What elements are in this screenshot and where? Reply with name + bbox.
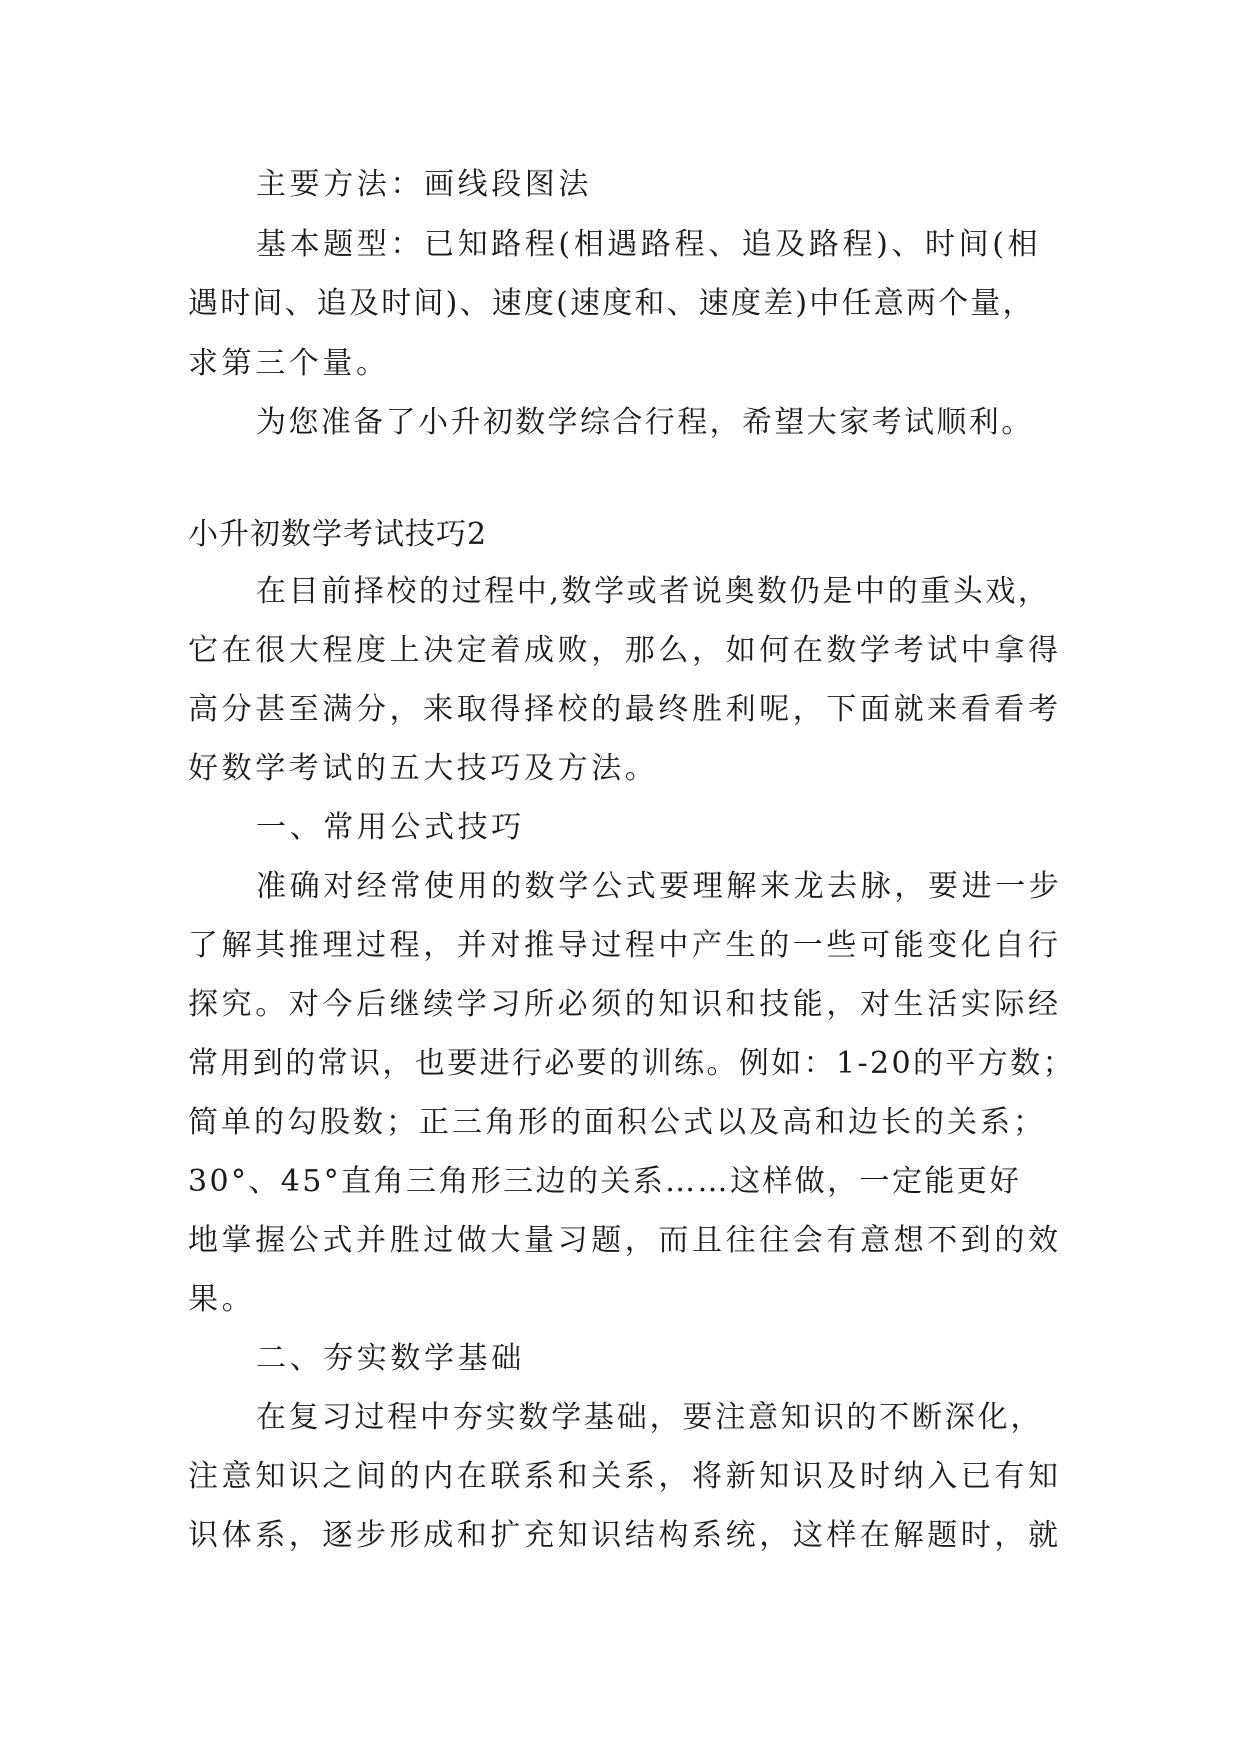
paragraph-line: 在目前择校的过程中,数学或者说奥数仍是中的重头戏， (256, 574, 1051, 609)
paragraph-line: 探究。对今后继续学习所必须的知识和技能，对生活实际经 (188, 987, 1062, 1022)
paragraph-line: 准确对经常使用的数学公式要理解来龙去脉，要进一步 (256, 869, 1063, 904)
subheading: 二、夯实数学基础 (256, 1341, 525, 1376)
paragraph-line: 地掌握公式并胜过做大量习题，而且往往会有意想不到的效 (188, 1223, 1062, 1258)
paragraph-line: 遇时间、追及时间)、速度(速度和、速度差)中任意两个量， (188, 286, 1035, 321)
paragraph-line: 好数学考试的五大技巧及方法。 (188, 751, 659, 786)
paragraph-line: 高分甚至满分，来取得择校的最终胜利呢，下面就来看看考 (188, 692, 1062, 727)
paragraph-line: 常用到的常识，也要进行必要的训练。例如：1-20的平方数； (188, 1046, 1075, 1081)
section-title: 小升初数学考试技巧2 (188, 517, 488, 552)
paragraph-line: 注意知识之间的内在联系和关系，将新知识及时纳入已有知 (188, 1459, 1062, 1494)
paragraph-line: 识体系，逐步形成和扩充知识结构系统，这样在解题时，就 (188, 1518, 1062, 1553)
paragraph-line: 30°、45°直角三角形三边的关系……这样做，一定能更好 (188, 1164, 1022, 1199)
method-line: 主要方法：画线段图法 (256, 167, 592, 202)
subheading: 一、常用公式技巧 (256, 810, 525, 845)
paragraph-line: 基本题型：已知路程(相遇路程、追及路程)、时间(相 (256, 227, 1042, 262)
paragraph-line: 简单的勾股数；正三角形的面积公式以及高和边长的关系； (188, 1105, 1046, 1140)
paragraph-line: 它在很大程度上决定着成败，那么，如何在数学考试中拿得 (188, 633, 1062, 668)
paragraph-line: 了解其推理过程，并对推导过程中产生的一些可能变化自行 (188, 928, 1062, 963)
paragraph-line: 果。 (188, 1282, 256, 1317)
paragraph-line: 在复习过程中夯实数学基础，要注意知识的不断深化， (256, 1400, 1044, 1435)
paragraph-line: 为您准备了小升初数学综合行程，希望大家考试顺利。 (256, 405, 1034, 440)
paragraph-line: 求第三个量。 (188, 346, 390, 381)
